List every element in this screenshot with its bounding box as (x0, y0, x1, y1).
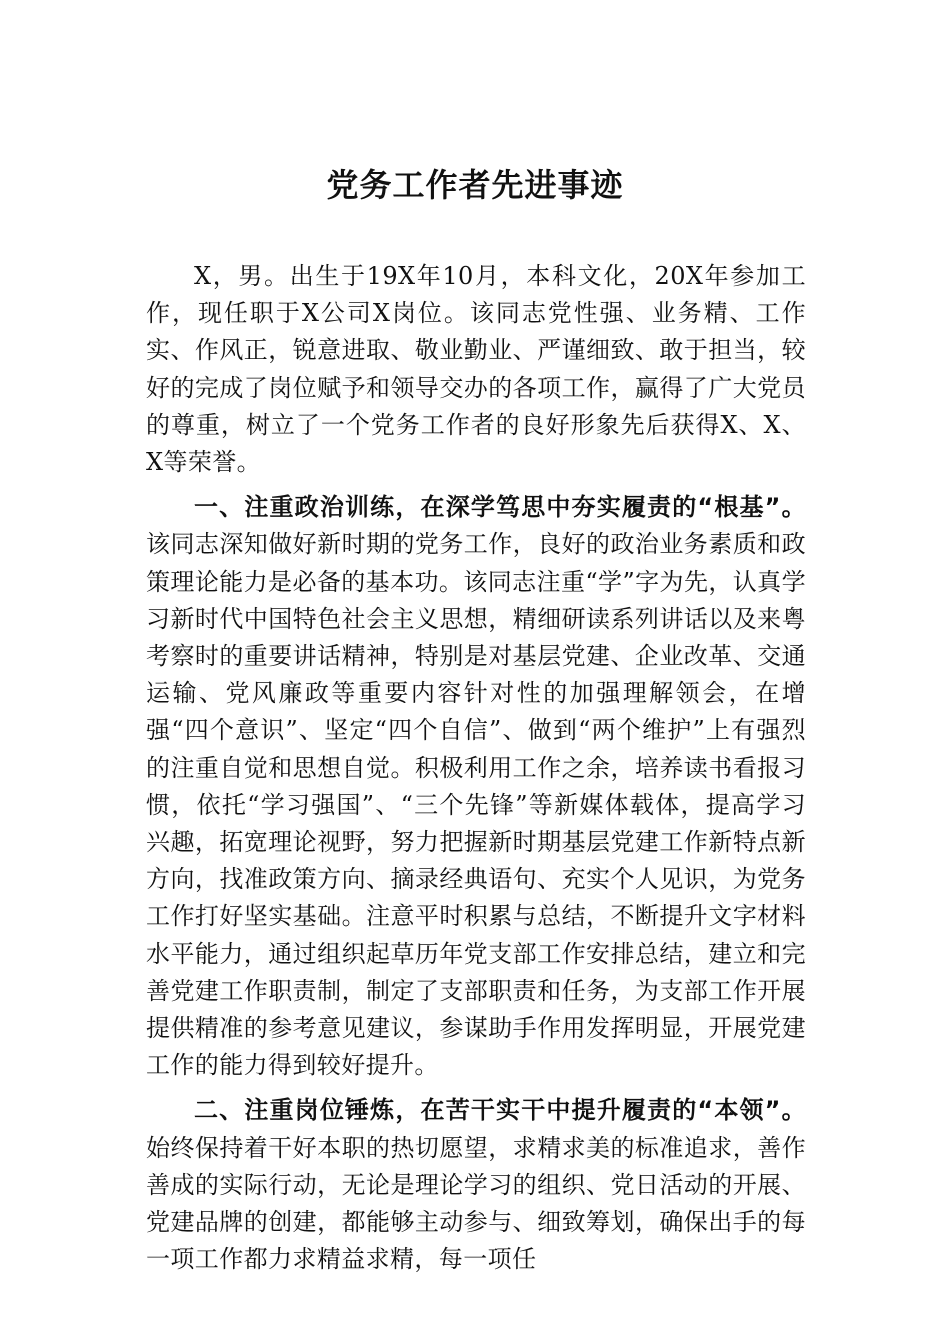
document-title: 党务工作者先进事迹 (326, 166, 624, 204)
document-body (146, 258, 806, 1278)
section-2-body: 始终保持着干好本职的热切愿望，求精求美的标准追求，善作善成的实际行动，无论是理论学习的组织、党日活动的开展、党建品牌的创建，都能够主动参与、细致筹划，确保出手的每一项工作都力求精益求精，每一项任 (146, 1133, 806, 1274)
intro-paragraph: X，男。出生于19X年10月，本科文化，20X年参加工作，现任职于X公司X岗位。该同志党性强、业务精、工作实、作风正，锐意进取、敬业勤业、严谨细致、敢于担当，较好的完成了岗位赋予和领导交办的各项工作，赢得了广大党员的尊重，树立了一个党务工作者的良好形象先后获得X、X、X等荣誉。 (146, 262, 806, 477)
section-2-paragraph (146, 1092, 806, 1278)
section-1-body: 该同志深知做好新时期的党务工作，良好的政治业务素质和政策理论能力是必备的基本功。该同志注重“学”字为先，认真学习新时代中国特色社会主义思想，精细研读系列讲话以及来粤考察时的重要讲话精神，特别是对基层党建、企业改革、交通运输、党风廉政等重要内容针对性的加强理解领会，在增强“四个意识”、坚定“四个自信”、做到“两个维护”上有强烈的注重自觉和思想自觉。积极利用工作之余，培养读书看报习惯，依托“学习强国”、“三个先锋”等新媒体载体，提高学习兴趣，拓宽理论视野，努力把握新时期基层党建工作新特点新方向，找准政策方向、摘录经典语句、充实个人见识，为党务工作打好坚实基础。注意平时积累与总结，不断提升文字材料水平能力，通过组织起草历年党支部工作安排总结，建立和完善党建工作职责制，制定了支部职责和任务，为支部工作开展提供精准的参考意见建议，参谋助手作用发挥明显，开展党建工作的能力得到较好提升。 (146, 530, 806, 1080)
section-2-heading: 二、注重岗位锤炼，在苦干实干中提升履责的“本领”。 (194, 1096, 806, 1125)
section-1-heading: 一、注重政治训练，在深学笃思中夯实履责的“根基”。 (194, 493, 806, 522)
section-1-paragraph (146, 489, 806, 1084)
